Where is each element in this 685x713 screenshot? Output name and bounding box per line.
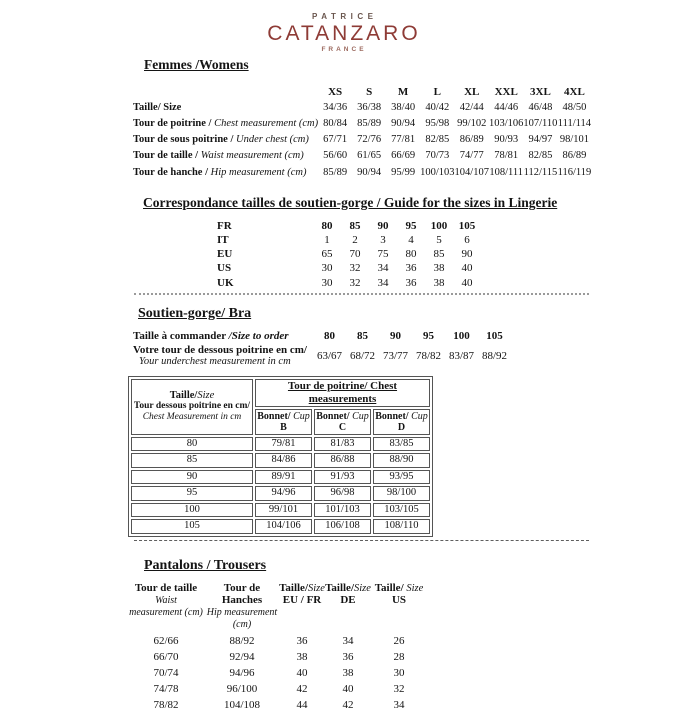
cup-measurements-table (128, 376, 433, 537)
value-cell: 38 (296, 650, 308, 663)
value-cell: 42/44 (459, 101, 484, 113)
table-row-size (133, 100, 591, 116)
header-line1: Tour de Hanches (221, 581, 263, 606)
value-cell: 40 (296, 666, 308, 679)
value-cell: 70/74 (153, 666, 179, 679)
size-col-s: S (366, 85, 373, 98)
value-cell: 36/38 (357, 101, 382, 113)
row-label-fr: Tour de taille / (133, 150, 201, 162)
value-cell: 100/103 (420, 166, 455, 178)
cup-letter: D (397, 421, 406, 433)
table-row (127, 649, 427, 665)
row-label-fr: Votre tour de dessous poitrine en cm/ (133, 343, 307, 356)
value-cell: 56/60 (323, 150, 348, 162)
value-cell: 75 (377, 248, 389, 261)
value-cell: 88/90 (373, 453, 430, 468)
size-header-line3: Chest Measurement in cm (142, 412, 242, 423)
value-cell: 66/70 (153, 650, 179, 663)
size-cell: 95 (131, 486, 253, 501)
value-cell: 6 (464, 233, 470, 246)
row-label-en: Under chest (cm) (236, 134, 309, 146)
value-cell: 40/42 (425, 101, 450, 113)
bra-heading: Soutien-gorge/ Bra (138, 305, 252, 321)
value-cell: 99/102 (457, 117, 487, 129)
value-cell: 100 (453, 329, 470, 342)
row-label-en: /Size to order (228, 329, 289, 342)
value-cell: 94/96 (255, 486, 312, 501)
table-row-uk (133, 276, 481, 290)
cup-label-en: Cup (349, 410, 369, 422)
size-de-column-header (325, 582, 371, 633)
value-cell: 80/84 (323, 117, 348, 129)
row-label: IT (217, 233, 229, 246)
value-cell: 63/67 (316, 350, 343, 363)
value-cell: 95 (423, 329, 434, 342)
value-cell: 90/94 (357, 166, 382, 178)
dotted-divider (134, 293, 589, 295)
value-cell: 81/83 (314, 437, 371, 452)
size-cell: 80 (131, 437, 253, 452)
chest-measurements-header: Tour de poitrine/ Chest measurements (255, 379, 430, 407)
value-cell: 66/69 (391, 150, 416, 162)
cup-label-fr: Bonnet/ (257, 410, 291, 422)
value-cell: 90 (390, 329, 401, 342)
row-label (133, 344, 313, 369)
value-cell: 42 (342, 698, 354, 711)
value-cell: 93/95 (373, 470, 430, 485)
table-row-chest (133, 116, 591, 132)
value-cell: 94/96 (229, 666, 255, 679)
table-row-waist (133, 148, 591, 164)
value-cell: 1 (324, 233, 330, 246)
header-region: US (391, 593, 407, 606)
size-header-line1 (132, 390, 252, 402)
value-cell: 106/108 (314, 519, 371, 534)
table-row (127, 697, 427, 713)
row-label-en: Your underchest measurement in cm (139, 356, 291, 368)
value-cell: 44 (296, 698, 308, 711)
cup-d-header (373, 409, 430, 435)
value-cell: 70/73 (425, 150, 450, 162)
value-cell: 36 (342, 650, 354, 663)
size-col-xs: XS (328, 85, 343, 98)
value-cell: 105 (458, 219, 476, 232)
cup-letter: C (338, 421, 347, 433)
value-cell: 80 (405, 248, 417, 261)
cup-table-header-row (131, 379, 430, 407)
row-label-en: Chest measurement (cm) (214, 117, 319, 129)
value-cell: 26 (393, 634, 405, 647)
value-cell: 111/114 (557, 117, 592, 129)
value-cell: 85/89 (357, 117, 382, 129)
value-cell: 98/101 (559, 134, 589, 146)
size-col-xl: XL (464, 85, 480, 98)
value-cell: 70 (349, 248, 361, 261)
value-cell: 85/89 (323, 166, 348, 178)
brand-logo-patrice-text: PATRICE (312, 12, 378, 21)
table-row (127, 665, 427, 681)
size-us-column-header (371, 582, 427, 633)
header-region: DE (340, 593, 356, 606)
value-cell: 4 (408, 233, 414, 246)
value-cell: 104/106 (255, 519, 312, 534)
value-cell: 68/72 (349, 350, 376, 363)
brand-logo-catanzaro-text: CATANZARO (267, 22, 421, 45)
value-cell: 78/81 (494, 150, 519, 162)
size-column-header (131, 379, 253, 435)
size-header-en: Size (197, 389, 215, 401)
row-label-fr: Tour de poitrine / (133, 117, 215, 129)
value-cell: 65 (321, 248, 333, 261)
value-cell: 44/46 (494, 101, 519, 113)
value-cell: 107/110 (523, 117, 558, 129)
value-cell: 5 (436, 233, 442, 246)
value-cell: 86/89 (459, 134, 484, 146)
value-cell: 62/66 (153, 634, 179, 647)
table-row (131, 437, 430, 452)
cup-c-header (314, 409, 371, 435)
row-label (133, 132, 318, 148)
cup-b-header (255, 409, 312, 435)
value-cell: 77/81 (391, 134, 416, 146)
lingerie-heading: Correspondance tailles de soutien-gorge / Guide for the sizes in Lingerie (143, 194, 558, 210)
value-cell: 80 (321, 219, 333, 232)
row-label-fr: Taille/ Size (133, 101, 182, 113)
row-label-fr: Tour de hanche / (133, 166, 211, 178)
value-cell: 36 (296, 634, 308, 647)
table-row (127, 633, 427, 649)
value-cell: 83/87 (448, 350, 475, 363)
table-row (131, 503, 430, 518)
value-cell: 95 (405, 219, 417, 232)
brand-logo-france-text: FRANCE (321, 46, 367, 53)
row-label-en: Waist measurement (cm) (200, 150, 304, 162)
row-label (133, 100, 318, 116)
value-cell: 90/94 (391, 117, 416, 129)
value-cell: 92/94 (229, 650, 255, 663)
row-label (133, 328, 313, 344)
value-cell: 2 (352, 233, 358, 246)
value-cell: 34/36 (323, 101, 348, 113)
value-cell: 101/103 (314, 503, 371, 518)
size-col-4xl: 4XL (564, 85, 585, 98)
value-cell: 104/107 (454, 166, 489, 178)
table-row (131, 453, 430, 468)
value-cell: 79/81 (255, 437, 312, 452)
value-cell: 78/82 (153, 698, 179, 711)
cup-label-en: Cup (408, 410, 428, 422)
row-label: US (217, 262, 232, 275)
row-label-en: Hip measurement (cm) (210, 166, 307, 178)
value-cell: 94/97 (528, 134, 553, 146)
value-cell: 85 (357, 329, 368, 342)
cup-label-fr: Bonnet/ (316, 410, 350, 422)
value-cell: 28 (393, 650, 405, 663)
value-cell: 32 (349, 276, 361, 289)
value-cell: 88/92 (229, 634, 255, 647)
value-cell: 32 (393, 682, 405, 695)
value-cell: 46/48 (528, 101, 553, 113)
size-col-xxl: XXL (494, 85, 518, 98)
value-cell: 90 (377, 219, 389, 232)
size-header-line2: Tour dessous poitrine en cm/ (133, 401, 251, 412)
size-col-3xl: 3XL (530, 85, 551, 98)
value-cell: 34 (393, 698, 405, 711)
value-cell: 42 (296, 682, 308, 695)
header-line3: measurement (cm) (129, 606, 203, 618)
value-cell: 88/92 (481, 350, 508, 363)
row-label (133, 165, 318, 181)
value-cell: 91/93 (314, 470, 371, 485)
value-cell: 82/85 (528, 150, 553, 162)
header-en: Size (406, 582, 424, 594)
table-row (131, 470, 430, 485)
row-label: FR (217, 219, 232, 232)
value-cell: 82/85 (425, 134, 450, 146)
value-cell: 36 (405, 262, 417, 275)
value-cell: 30 (321, 262, 333, 275)
table-row-it (133, 233, 481, 247)
size-eu-fr-column-header (279, 582, 325, 633)
value-cell: 83/85 (373, 437, 430, 452)
value-cell: 95/98 (425, 117, 450, 129)
table-row-eu (133, 247, 481, 261)
womens-measurements-table (133, 84, 591, 181)
value-cell: 67/71 (323, 134, 348, 146)
value-cell: 30 (393, 666, 405, 679)
size-header-row (133, 84, 591, 100)
value-cell: 38/40 (391, 101, 416, 113)
value-cell: 85 (433, 248, 445, 261)
size-header-fr: Taille/ (169, 389, 198, 401)
value-cell: 84/86 (255, 453, 312, 468)
value-cell: 74/78 (153, 682, 179, 695)
value-cell: 74/77 (459, 150, 484, 162)
row-label: EU (217, 248, 233, 261)
value-cell: 40 (342, 682, 354, 695)
value-cell: 103/106 (488, 117, 524, 129)
table-row-order-size (133, 328, 511, 344)
value-cell: 38 (433, 262, 445, 275)
header-line3: (cm) (232, 618, 252, 630)
trousers-size-table (127, 582, 427, 713)
table-row (131, 519, 430, 534)
trousers-heading: Pantalons / Trousers (144, 557, 267, 573)
value-cell: 103/105 (373, 503, 430, 518)
size-cell: 85 (131, 453, 253, 468)
value-cell: 96/98 (314, 486, 371, 501)
value-cell: 100 (430, 219, 448, 232)
header-line2: Waist (155, 594, 177, 606)
row-label-fr: Taille à commander (133, 329, 229, 342)
value-cell: 89/91 (255, 470, 312, 485)
cup-label-fr: Bonnet/ (375, 410, 409, 422)
value-cell: 48/50 (562, 101, 587, 113)
header-fr: Taille/ (279, 581, 308, 594)
value-cell: 105 (486, 329, 503, 342)
value-cell: 36 (405, 276, 417, 289)
empty-corner-cell (133, 84, 318, 100)
hip-column-header (205, 582, 279, 633)
value-cell: 34 (377, 262, 389, 275)
value-cell: 34 (342, 634, 354, 647)
header-line1: Tour de taille (134, 581, 198, 594)
value-cell: 72/76 (357, 134, 382, 146)
header-en: Size (308, 582, 325, 594)
value-cell: 32 (349, 262, 361, 275)
value-cell: 99/101 (255, 503, 312, 518)
value-cell: 96/100 (226, 682, 258, 695)
size-cell: 90 (131, 470, 253, 485)
table-row-hip (133, 165, 591, 181)
value-cell: 85 (349, 219, 361, 232)
lingerie-size-correspondence-table (133, 219, 481, 290)
femmes-heading: Femmes /Womens (144, 56, 249, 72)
value-cell: 40 (461, 276, 473, 289)
value-cell: 90 (461, 248, 473, 261)
value-cell: 98/100 (373, 486, 430, 501)
value-cell: 108/111 (489, 166, 523, 178)
size-chart-content (129, 56, 613, 713)
table-row-underchest-cm (133, 344, 511, 369)
value-cell: 3 (380, 233, 386, 246)
value-cell: 78/82 (415, 350, 442, 363)
value-cell: 80 (324, 329, 335, 342)
size-cell: 100 (131, 503, 253, 518)
cup-letter: B (280, 421, 287, 433)
value-cell: 108/110 (373, 519, 430, 534)
row-label (133, 148, 318, 164)
waist-column-header (127, 582, 205, 633)
header-region: EU / FR (282, 593, 322, 606)
table-row (131, 486, 430, 501)
value-cell: 86/88 (314, 453, 371, 468)
size-col-l: L (433, 85, 441, 98)
header-line2: Hip measurement (206, 606, 278, 618)
value-cell: 40 (461, 262, 473, 275)
size-col-m: M (397, 85, 409, 98)
value-cell: 34 (377, 276, 389, 289)
value-cell: 30 (321, 276, 333, 289)
value-cell: 38 (342, 666, 354, 679)
value-cell: 73/77 (382, 350, 409, 363)
brand-logo (0, 0, 685, 54)
table-row (127, 681, 427, 697)
bra-size-table (133, 328, 511, 369)
header-fr: Taille/ (374, 581, 407, 594)
table-row-fr (133, 219, 481, 233)
value-cell: 61/65 (357, 150, 382, 162)
size-cell: 105 (131, 519, 253, 534)
value-cell: 116/119 (557, 166, 592, 178)
table-row-underchest (133, 132, 591, 148)
row-label: UK (217, 276, 234, 289)
value-cell: 86/89 (562, 150, 587, 162)
value-cell: 90/93 (494, 134, 519, 146)
dashed-divider (134, 540, 589, 541)
cup-label-en: Cup (290, 410, 310, 422)
row-label-fr: Tour de sous poitrine / (133, 134, 236, 146)
trousers-header-row (127, 582, 427, 633)
value-cell: 112/115 (523, 166, 558, 178)
value-cell: 104/108 (223, 698, 261, 711)
header-fr: Taille/ (325, 581, 354, 594)
row-label (133, 116, 318, 132)
value-cell: 95/99 (391, 166, 416, 178)
value-cell: 38 (433, 276, 445, 289)
header-en: Size (354, 582, 371, 594)
table-row-us (133, 261, 481, 275)
